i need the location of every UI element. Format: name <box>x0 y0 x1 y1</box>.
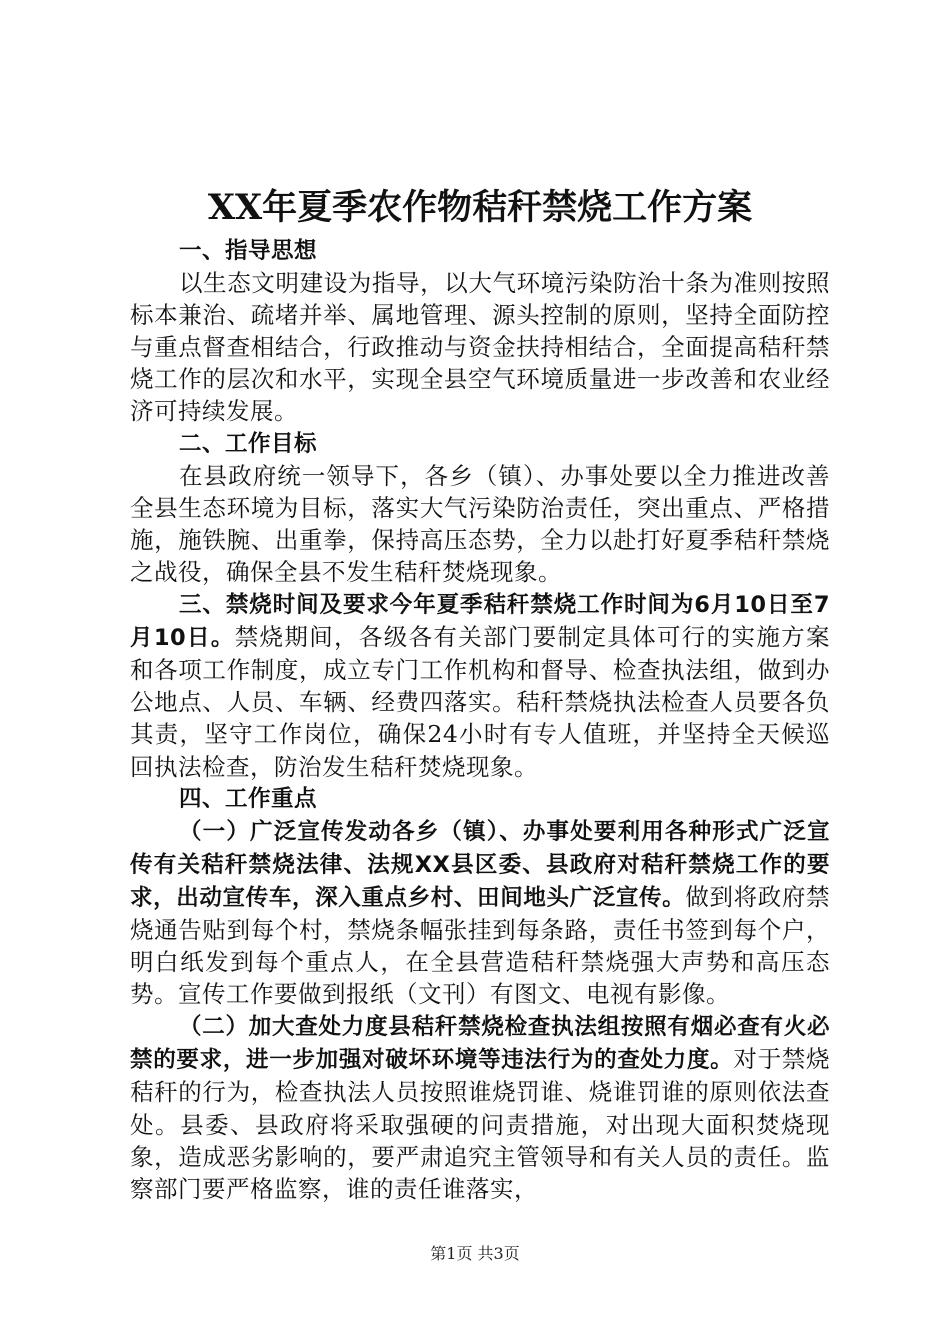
document-page <box>130 0 830 1344</box>
section-1-heading: 一、指导思想 <box>179 238 318 264</box>
section-3-paragraph <box>130 588 830 783</box>
section-4-1-paragraph <box>130 815 830 1011</box>
section-3-lead: 三、禁烧时间及要求今年夏季秸秆禁烧工作时间为6月10日至7月10日。 <box>130 592 830 652</box>
section-2-heading: 二、工作目标 <box>179 430 318 457</box>
document-body <box>130 235 830 1205</box>
page-footer: 第1页 共3页 <box>430 1244 520 1263</box>
section-2-paragraph: 在县政府统一领导下，各乡（镇）、办事处要以全力推进改善全县生态环境为目标，落实大气污染防治责任，突出重点、严格措施，施铁腕、出重拳，保持高压态势，全力以赴打好夏季秸秆禁烧之战役，确保全县不发生秸秆焚烧现象。 <box>130 461 830 586</box>
section-4-1-body: 做到将政府禁烧通告贴到每个村，禁烧条幅张挂到每条路，责任书签到每个户，明白纸发到每个重点人，在全县营造秸秆禁烧强大声势和高压态势。宣传工作要做到报纸（文刊）有图文、电视有影像。 <box>130 882 830 1009</box>
section-1-paragraph: 以生态文明建设为指导，以大气环境污染防治十条为准则按照标本兼治、疏堵并举、属地管理、源头控制的原则，坚持全面防控与重点督查相结合，行政推动与资金扶持相结合，全面提高秸秆禁烧工作的层次和水平，实现全县空气环境质量进一步改善和农业经济可持续发展。 <box>130 269 830 426</box>
section-4-1-lead: （一）广泛宣传发动各乡（镇）、办事处要利用各种形式广泛宣传有关秸秆禁烧法律、法规XX县区委、县政府对秸秆禁烧工作的要求，出动宣传车，深入重点乡村、田间地头广泛宣传。 <box>130 818 830 911</box>
document-title: XX年夏季农作物秸秆禁烧工作方案 <box>207 187 753 228</box>
section-4-2-paragraph <box>130 1010 830 1205</box>
section-3-body: 禁烧期间，各级各有关部门要制定具体可行的实施方案和各项工作制度，成立专门工作机构和督导、检查执法组，做到办公地点、人员、车辆、经费四落实。秸秆禁烧执法检查人员要各负其责，坚守工作岗位，确保24小时有专人值班，并坚持全天候巡回执法检查，防治发生秸秆焚烧现象。 <box>130 623 831 781</box>
section-4-heading: 四、工作重点 <box>179 785 318 812</box>
section-4-2-body: 对于禁烧秸秆的行为，检查执法人员按照谁烧罚谁、烧谁罚谁的原则依法查处。县委、县政府将采取强硬的问责措施，对出现大面积焚烧现象，造成恶劣影响的，要严肃追究主管领导和有关人员的责任。监察部门要严格监察，谁的责任谁落实， <box>130 1045 830 1203</box>
section-4-2-lead: （二）加大查处力度县秸秆禁烧检查执法组按照有烟必查有火必禁的要求，进一步加强对破坏环境等违法行为的查处力度。 <box>130 1014 830 1074</box>
